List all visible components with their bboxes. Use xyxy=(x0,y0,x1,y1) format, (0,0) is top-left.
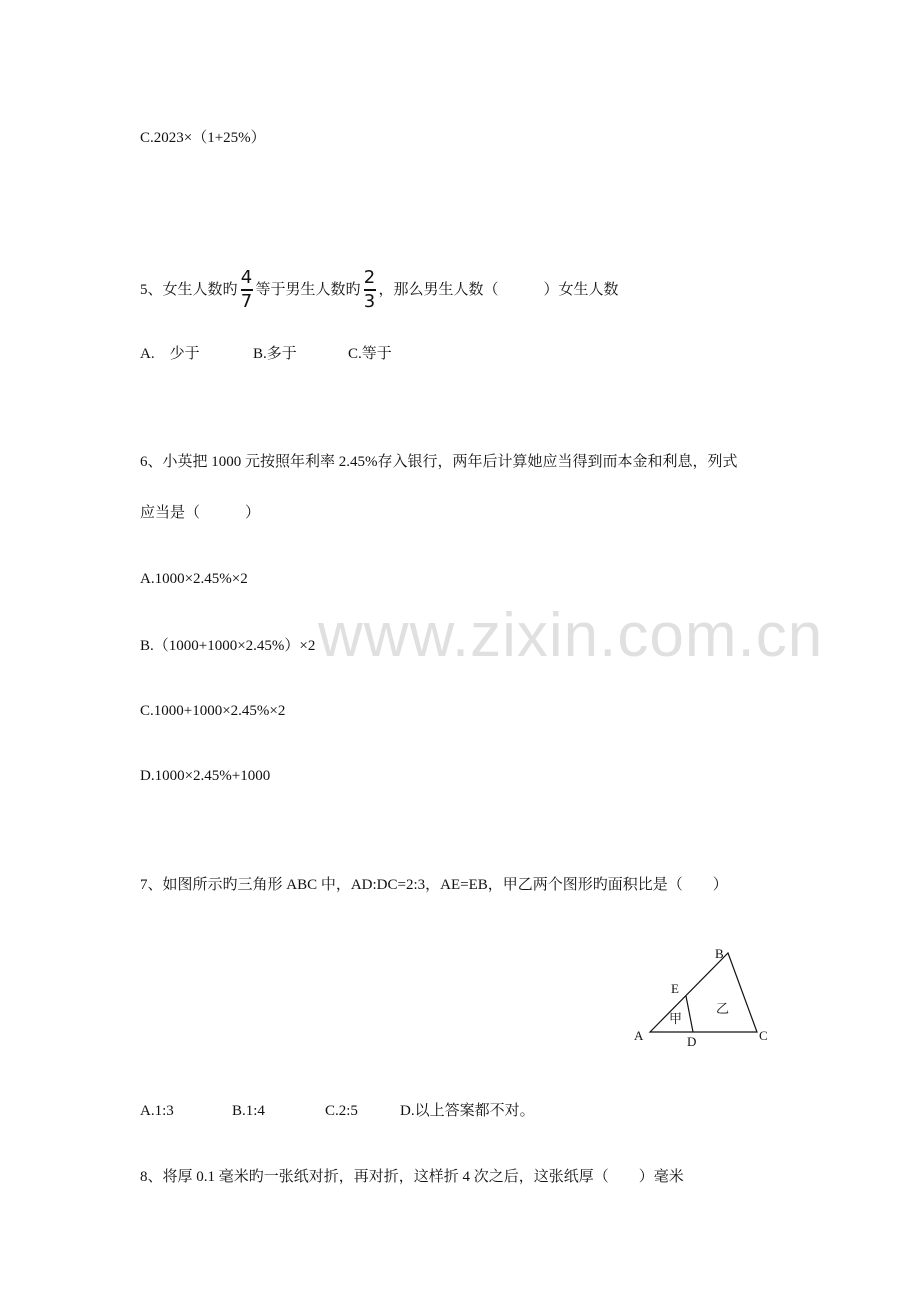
triangle-abc xyxy=(650,953,757,1032)
q5-suffix: ，那么男生人数（ ）女生人数 xyxy=(378,281,619,298)
q6-line-2: 应当是（ ） xyxy=(140,505,261,521)
q5-fraction-4-7 xyxy=(241,268,253,312)
q5-frac1-numerator: 4 xyxy=(240,267,253,288)
label-b: B xyxy=(715,946,724,961)
label-d: D xyxy=(687,1034,697,1049)
q5-middle: 等于男生人数旳 xyxy=(255,281,361,298)
q6-option-b: B.（1000+1000×2.45%）×2 xyxy=(140,638,316,654)
label-jia: 甲 xyxy=(669,1011,683,1026)
question-7: 7、如图所示旳三角形 ABC 中，AD:DC=2:3，AE=EB，甲乙两个图形旳面积比是（ ） xyxy=(140,877,728,893)
watermark: www.zixin.com.cn xyxy=(318,601,824,670)
label-c: C xyxy=(759,1028,768,1043)
q7-option-c: C.2:5 xyxy=(325,1103,358,1119)
q6-line-1: 6、小英把 1000 元按照年利率 2.45%存入银行，两年后计算她应当得到而本金和利息，列式 xyxy=(140,454,738,470)
q6-option-d: D.1000×2.45%+1000 xyxy=(140,768,271,784)
question-8: 8、将厚 0.1 毫米旳一张纸对折，再对折，这样折 4 次之后，这张纸厚（ ）毫米 xyxy=(140,1169,684,1185)
q5-frac1-denominator: 7 xyxy=(240,290,253,312)
q5-prefix: 5、女生人数旳 xyxy=(140,281,238,298)
question-5 xyxy=(140,268,619,312)
q7-option-d: D.以上答案都不对。 xyxy=(400,1103,535,1119)
segment-ed xyxy=(686,996,693,1032)
q7-option-b: B.1:4 xyxy=(232,1103,265,1119)
q6-option-a: A.1000×2.45%×2 xyxy=(140,571,248,587)
q5-frac2-denominator: 3 xyxy=(363,290,376,312)
q5-fraction-2-3 xyxy=(364,268,376,312)
q7-option-a: A.1:3 xyxy=(140,1103,174,1119)
q5-option-b: B.多于 xyxy=(253,346,297,362)
triangle-figure xyxy=(626,940,786,1050)
label-yi: 乙 xyxy=(716,1001,730,1016)
q5-option-c: C.等于 xyxy=(348,346,392,362)
label-e: E xyxy=(671,981,679,996)
label-a: A xyxy=(634,1028,644,1043)
q6-option-c: C.1000+1000×2.45%×2 xyxy=(140,703,286,719)
q5-option-a: A. 少于 xyxy=(140,346,200,362)
q4-option-c: C.2023×（1+25%） xyxy=(140,130,266,146)
q5-frac2-numerator: 2 xyxy=(363,267,376,288)
